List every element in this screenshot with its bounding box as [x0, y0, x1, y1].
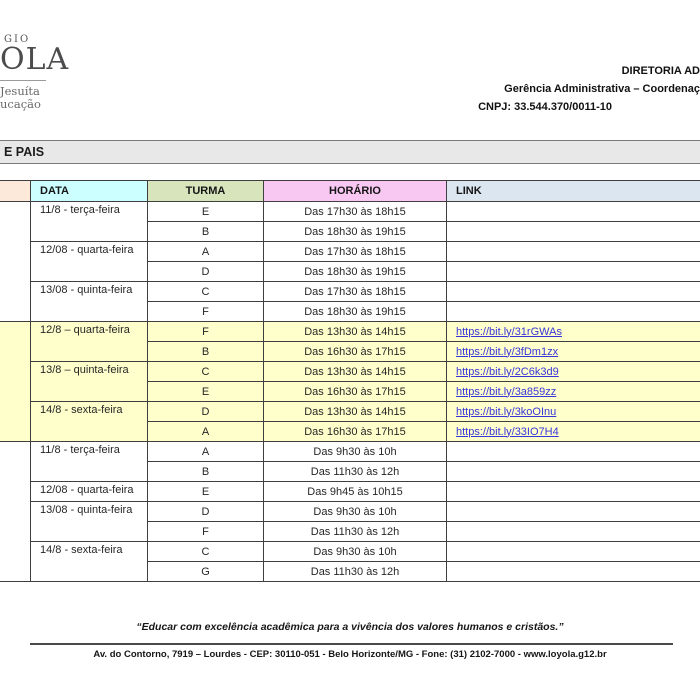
- schedule-row: [0, 282, 700, 302]
- schedule-row: [0, 322, 700, 342]
- logo-text-fragment-top: GIO: [4, 34, 31, 45]
- footer-divider: [30, 643, 673, 645]
- schedule-table-body: [0, 202, 700, 582]
- turma-cell: F: [148, 302, 264, 322]
- date-cell: 12/8 – quarta-feira: [31, 322, 148, 362]
- date-cell: 12/08 - quarta-feira: [31, 482, 148, 502]
- turma-cell: A: [148, 242, 264, 262]
- link-cell: [447, 542, 700, 562]
- meeting-link[interactable]: https://bit.ly/33IO7H4: [456, 425, 559, 438]
- date-cell: 13/08 - quinta-feira: [31, 502, 148, 542]
- schedule-row: [0, 482, 700, 502]
- horario-cell: Das 18h30 às 19h15: [264, 302, 447, 322]
- turma-cell: C: [148, 362, 264, 382]
- link-cell: [447, 402, 700, 422]
- link-cell: [447, 382, 700, 402]
- turma-cell: C: [148, 282, 264, 302]
- footer-motto: “Educar com excelência acadêmica para a vivência dos valores humanos e cristãos.”: [136, 621, 564, 633]
- link-cell: [447, 462, 700, 482]
- schedule-row: [0, 362, 700, 382]
- column-header-horario: HORÁRIO: [264, 181, 447, 202]
- link-cell: [447, 562, 700, 582]
- date-cell: 14/8 - sexta-feira: [31, 402, 148, 442]
- letterhead-line2: Gerência Administrativa – Coordenaç: [504, 83, 700, 95]
- logo-text-fragment-sub1: Jesuíta: [0, 84, 40, 98]
- link-cell: [447, 322, 700, 342]
- column-header-data: DATA: [31, 181, 148, 202]
- link-cell: [447, 442, 700, 462]
- turma-cell: F: [148, 322, 264, 342]
- horario-cell: Das 9h30 às 10h: [264, 442, 447, 462]
- horario-cell: Das 17h30 às 18h15: [264, 202, 447, 222]
- horario-cell: Das 11h30 às 12h: [264, 562, 447, 582]
- horario-cell: Das 9h45 às 10h15: [264, 482, 447, 502]
- date-cell: 11/8 - terça-feira: [31, 202, 148, 242]
- horario-cell: Das 18h30 às 19h15: [264, 262, 447, 282]
- link-cell: [447, 262, 700, 282]
- logo-divider: [0, 80, 46, 81]
- schedule-row: [0, 502, 700, 522]
- link-cell: [447, 302, 700, 322]
- meeting-link[interactable]: https://bit.ly/2C6k3d9: [456, 365, 559, 378]
- link-cell: [447, 422, 700, 442]
- turma-cell: C: [148, 542, 264, 562]
- schedule-row: [0, 542, 700, 562]
- link-cell: [447, 342, 700, 362]
- turma-cell: B: [148, 462, 264, 482]
- schedule-row: [0, 442, 700, 462]
- schedule-row: [0, 402, 700, 422]
- meeting-link[interactable]: https://bit.ly/3fDm1zx: [456, 345, 559, 358]
- group-cell: [0, 322, 31, 442]
- turma-cell: A: [148, 422, 264, 442]
- link-cell: [447, 222, 700, 242]
- horario-cell: Das 11h30 às 12h: [264, 522, 447, 542]
- meeting-link[interactable]: https://bit.ly/31rGWAs: [456, 325, 562, 338]
- table-header-row: [0, 181, 700, 202]
- meeting-link[interactable]: https://bit.ly/3koOInu: [456, 405, 557, 418]
- date-cell: 11/8 - terça-feira: [31, 442, 148, 482]
- turma-cell: D: [148, 502, 264, 522]
- link-cell: [447, 482, 700, 502]
- letterhead-line1: DIRETORIA AD: [621, 65, 700, 77]
- logo-text-fragment-big: OLA: [0, 42, 70, 77]
- horario-cell: Das 9h30 às 10h: [264, 502, 447, 522]
- horario-cell: Das 17h30 às 18h15: [264, 242, 447, 262]
- horario-cell: Das 17h30 às 18h15: [264, 282, 447, 302]
- horario-cell: Das 13h30 às 14h15: [264, 402, 447, 422]
- column-header-link: LINK: [447, 181, 700, 202]
- turma-cell: B: [148, 222, 264, 242]
- schedule-row: [0, 202, 700, 222]
- link-cell: [447, 282, 700, 302]
- horario-cell: Das 18h30 às 19h15: [264, 222, 447, 242]
- link-cell: [447, 362, 700, 382]
- date-cell: 14/8 - sexta-feira: [31, 542, 148, 582]
- link-cell: [447, 242, 700, 262]
- horario-cell: Das 16h30 às 17h15: [264, 382, 447, 402]
- turma-cell: E: [148, 202, 264, 222]
- footer-address: Av. do Contorno, 7919 – Lourdes - CEP: 30110-051 - Belo Horizonte/MG - Fone: (31) 2102-7000 - www.loyola.g12.br: [93, 649, 607, 660]
- letterhead-cnpj: CNPJ: 33.544.370/0011-10: [478, 101, 612, 113]
- section-title-text: E PAIS: [4, 145, 45, 159]
- turma-cell: D: [148, 262, 264, 282]
- letterhead: [478, 62, 700, 116]
- schedule-table: [0, 180, 700, 582]
- horario-cell: Das 9h30 às 10h: [264, 542, 447, 562]
- horario-cell: Das 16h30 às 17h15: [264, 422, 447, 442]
- turma-cell: D: [148, 402, 264, 422]
- horario-cell: Das 16h30 às 17h15: [264, 342, 447, 362]
- logo-text-fragment-sub2: ucação: [0, 97, 41, 111]
- turma-cell: E: [148, 482, 264, 502]
- column-header-turma: TURMA: [148, 181, 264, 202]
- horario-cell: Das 13h30 às 14h15: [264, 322, 447, 342]
- turma-cell: B: [148, 342, 264, 362]
- date-cell: 12/08 - quarta-feira: [31, 242, 148, 282]
- link-cell: [447, 522, 700, 542]
- link-cell: [447, 502, 700, 522]
- group-cell: [0, 202, 31, 322]
- turma-cell: G: [148, 562, 264, 582]
- section-title-bar: [0, 140, 700, 164]
- group-cell: [0, 442, 31, 582]
- turma-cell: E: [148, 382, 264, 402]
- link-cell: [447, 202, 700, 222]
- horario-cell: Das 11h30 às 12h: [264, 462, 447, 482]
- turma-cell: F: [148, 522, 264, 542]
- turma-cell: A: [148, 442, 264, 462]
- horario-cell: Das 13h30 às 14h15: [264, 362, 447, 382]
- schedule-table-container: [0, 180, 700, 582]
- schedule-row: [0, 242, 700, 262]
- school-logo: [0, 34, 69, 111]
- date-cell: 13/08 - quinta-feira: [31, 282, 148, 322]
- meeting-link[interactable]: https://bit.ly/3a859zz: [456, 385, 557, 398]
- column-header-group: [0, 181, 31, 202]
- date-cell: 13/8 – quinta-feira: [31, 362, 148, 402]
